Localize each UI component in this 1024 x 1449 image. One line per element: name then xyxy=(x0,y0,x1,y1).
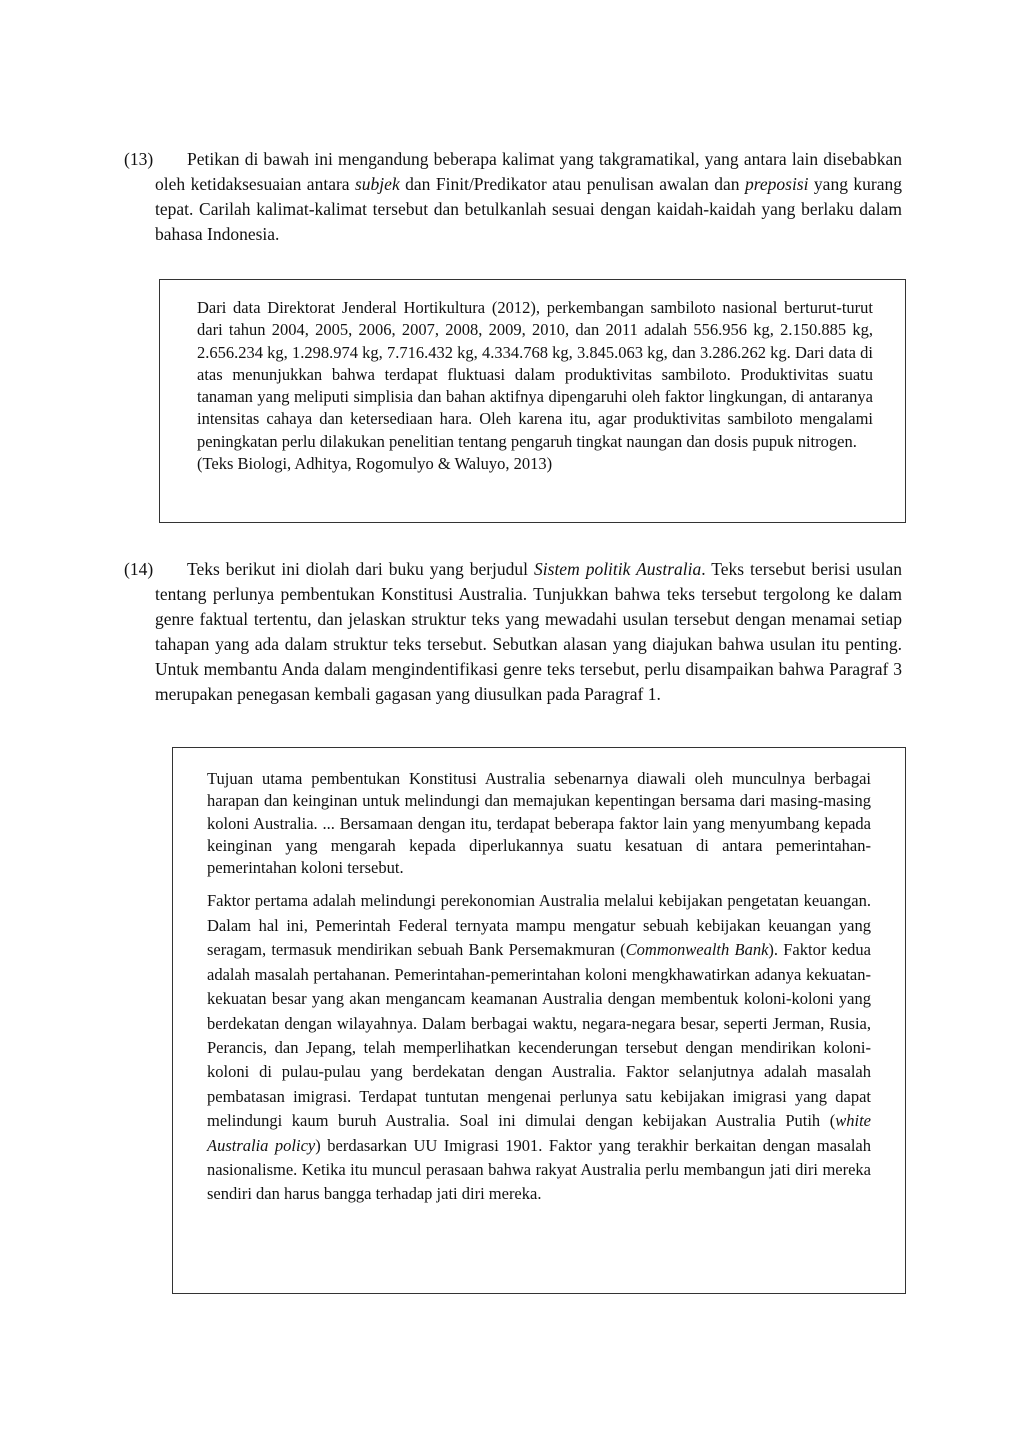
question-13-excerpt-box xyxy=(159,279,906,523)
question-13-term-preposisi: preposisi xyxy=(744,174,809,194)
question-14 xyxy=(124,557,902,707)
question-14-prompt xyxy=(155,557,902,707)
question-14-book-title: Sistem politik Australia xyxy=(534,559,702,579)
question-13-prompt xyxy=(155,147,902,247)
question-14-paragraph-2-b: ). Faktor kedua adalah masalah pertahanan. Pemerintahan-pemerintahan koloni mengkhawatirkan adanya kekuatan-kekuatan besar yang akan mengancam keamanan Australia dengan membentuk koloni-koloni yang berdekatan dengan wilayahnya. Dalam berbagai waktu, negara-negara besar, seperti Jerman, Rusia, Perancis, dan Jepang, telah memperlihatkan kecenderungan tersebut dengan mendirikan koloni-koloni di pulau-pulau yang berdekatan dengan Australia. Faktor selanjutnya adalah masalah pembatasan imigrasi. Terdapat tuntutan mengenai perlunya satu kebijakan imigrasi yang dapat melindungi kaum buruh Australia. Soal ini dimulai dengan kebijakan Australia Putih ( xyxy=(207,940,871,1131)
question-14-paragraph-2-a: Faktor pertama adalah melindungi perekonomian Australia melalui kebijakan pengetatan keuangan. Dalam hal ini, Pemerintah Federal ternyata mampu mengatur sebuah kebijakan keuangan yang seragam, termasuk mendirikan sebuah Bank Persemakmuran ( xyxy=(207,891,871,960)
question-13-text-a: Petikan di bawah ini mengandung beberapa kalimat yang takgramatikal, yang antara lain disebabkan oleh ketidaksesuaian antara xyxy=(155,149,902,194)
question-13-term-subjek: subjek xyxy=(355,174,400,194)
question-14-text-a: Teks berikut ini diolah dari buku yang berjudul xyxy=(187,559,535,579)
question-14-term-white-australia-policy: white Australia policy xyxy=(207,1111,871,1155)
question-14-paragraph-2-c: ) berdasarkan UU Imigrasi 1901. Faktor yang terakhir berkaitan dengan masalah nasionalisme. Ketika itu muncul perasaan bahwa rakyat Australia perlu membangun jati diri mereka sendiri dan harus bangga terhadap jati diri mereka. xyxy=(207,1135,871,1204)
question-14-paragraph-1: Tujuan utama pembentukan Konstitusi Australia sebenarnya diawali oleh munculnya berbagai harapan dan keinginan untuk melindungi dan memajukan kepentingan bersama dari masing-masing koloni Australia. ... Bersamaan dengan itu, terdapat beberapa faktor lain yang menyumbang kepada keinginan yang mengarah kepada diperlukannya suatu kesatuan di antara pemerintahan-pemerintahan koloni tersebut. xyxy=(207,769,871,878)
question-13-text-b: dan Finit/Predikator atau penulisan awalan dan xyxy=(399,174,745,194)
question-13-number: (13) xyxy=(124,149,154,169)
question-14-paragraph-2 xyxy=(207,889,871,1206)
question-14-excerpt-box xyxy=(172,747,906,1294)
question-13 xyxy=(124,147,902,247)
question-13-excerpt-citation: (Teks Biologi, Adhitya, Rogomulyo & Waluyo, 2013) xyxy=(197,454,553,474)
question-13-text-c: yang kurang tepat. Carilah kalimat-kalimat tersebut dan betulkanlah sesuai dengan kaidah-kaidah yang berlaku dalam bahasa Indonesia. xyxy=(155,174,902,244)
question-14-term-commonwealth-bank: Commonwealth Bank xyxy=(625,940,769,960)
question-13-excerpt-text: Dari data Direktorat Jenderal Hortikultura (2012), perkembangan sambiloto nasional berturut-turut dari tahun 2004, 2005, 2006, 2007, 2008, 2009, 2010, dan 2011 adalah 556.956 kg, 2.150.885 kg, 2.656.234 kg, 1.298.974 kg, 7.716.432 kg, 4.334.768 kg, 3.845.063 kg, dan 3.286.262 kg. Dari data di atas menunjukkan bahwa terdapat fluktuasi dalam produktivitas sambiloto. Produktivitas suatu tanaman yang meliputi simplisia dan bahan aktifnya dipengaruhi oleh faktor lingkungan, di antaranya intensitas cahaya dan ketersediaan hara. Oleh karena itu, agar produktivitas sambiloto mengalami peningkatan perlu dilakukan penelitian tentang pengaruh tingkat naungan dan dosis pupuk nitrogen. xyxy=(197,298,873,451)
question-14-text-b: . Teks tersebut berisi usulan tentang perlunya pembentukan Konstitusi Australia. Tunjukkan bahwa teks tersebut tergolong ke dalam genre faktual tertentu, dan jelaskan struktur teks yang mewadahi usulan tersebut dengan menamai setiap tahapan yang ada dalam struktur teks tersebut. Sebutkan alasan yang diajukan bahwa usulan itu penting. Untuk membantu Anda dalam mengindentifikasi genre teks tersebut, perlu disampaikan bahwa Paragraf 3 merupakan penegasan kembali gagasan yang diusulkan pada Paragraf 1. xyxy=(155,559,902,704)
question-14-number: (14) xyxy=(124,559,154,579)
